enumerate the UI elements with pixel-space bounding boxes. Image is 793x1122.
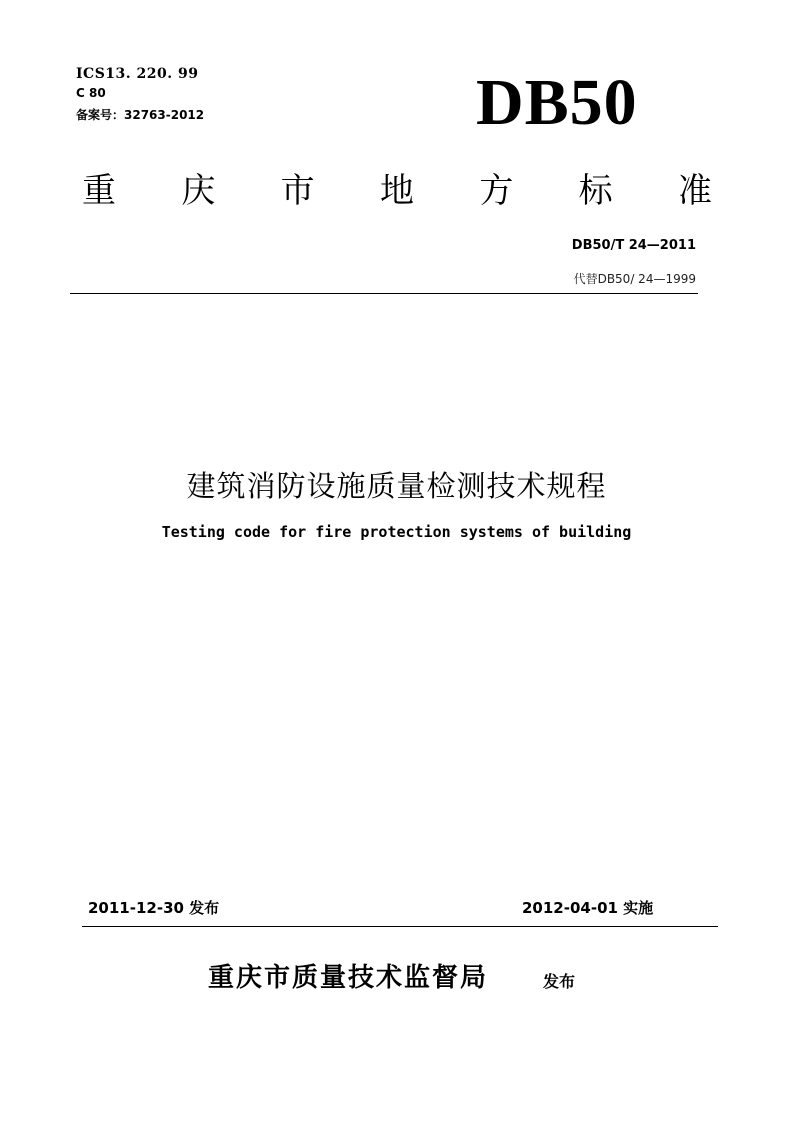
document-title-cn: 建筑消防设施质量检测技术规程: [186, 469, 607, 503]
standard-type-char: 重: [82, 171, 116, 211]
standard-type-heading: [82, 168, 712, 214]
standard-type-char: 地: [379, 171, 414, 211]
standard-type-char: 市: [280, 171, 315, 211]
footer-divider: [82, 926, 718, 927]
ccs-code: C 80: [76, 86, 106, 100]
replaces-standard: 代替DB50/ 24—1999: [573, 272, 696, 286]
standard-type-char: 准: [677, 171, 712, 211]
standard-type-char: 方: [479, 171, 514, 211]
implementation-date: 2012-04-01 实施: [522, 899, 654, 917]
issuer-name: 重庆市质量技术监督局: [208, 963, 489, 993]
record-number: 备案号：32763-2012: [76, 108, 205, 122]
document-title-en: Testing code for fire protection systems of building: [161, 523, 632, 541]
standard-type-char: 庆: [181, 171, 216, 211]
standard-type-char: 标: [578, 171, 613, 211]
ics-code: ICS13. 220. 99: [76, 66, 199, 82]
issuer-suffix: 发布: [543, 972, 576, 991]
standard-number: DB50/T 24—2011: [571, 238, 696, 253]
db-logo: DB50: [476, 66, 638, 139]
header-divider: [70, 293, 698, 294]
issue-date: 2011-12-30 发布: [88, 899, 220, 917]
